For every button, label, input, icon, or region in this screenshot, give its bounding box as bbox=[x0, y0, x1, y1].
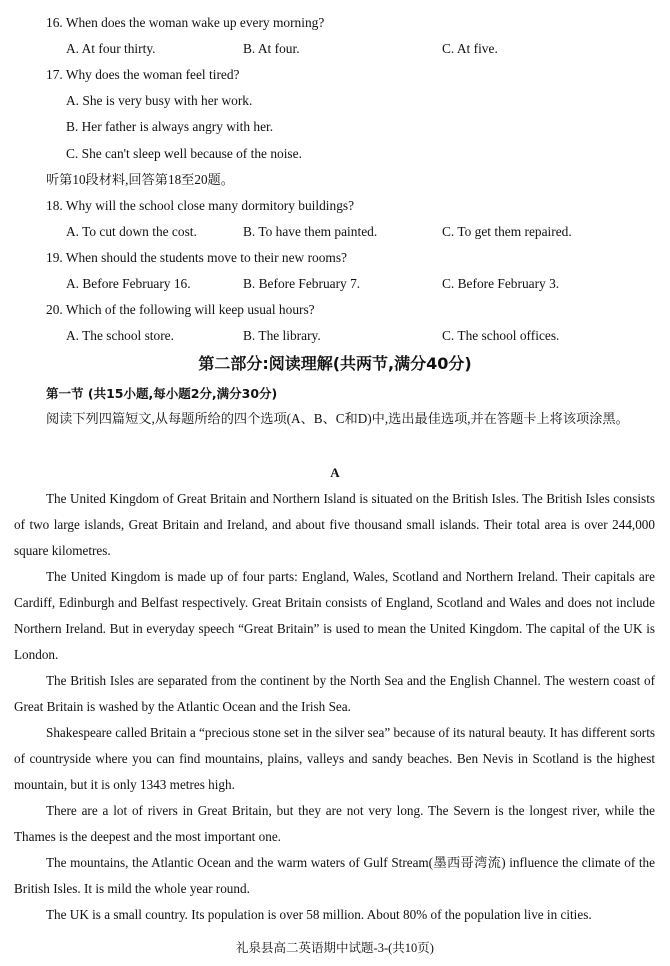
question-16-option-b: B. At four. bbox=[243, 41, 300, 56]
passage-paragraph: The mountains, the Atlantic Ocean and the warm waters of Gulf Stream(墨西哥湾流) influence the climate of the British Isles. It is mild the whole year round. bbox=[14, 855, 655, 896]
question-20-option-a: A. The school store. bbox=[66, 328, 174, 343]
page-footer: 礼泉县高二英语期中试题-3-(共10页) bbox=[236, 941, 434, 955]
question-18-option-c: C. To get them repaired. bbox=[442, 224, 572, 239]
passage-letter: A bbox=[330, 465, 340, 480]
listening-instruction: 听第10段材料,回答第18至20题。 bbox=[46, 172, 234, 187]
passage-paragraph: Shakespeare called Britain a “precious stone set in the silver sea” because of its natural beauty. It has different sorts of countryside where you can find mountains, plains, valleys and sandy beaches. Ben Nevis in Scotland is the highest mountain, but it is only 1343 metres high. bbox=[14, 725, 655, 792]
question-18-option-b: B. To have them painted. bbox=[243, 224, 378, 239]
reading-instructions: 阅读下列四篇短文,从每题所给的四个选项(A、B、C和D)中,选出最佳选项,并在答题卡上将该项涂黑。 bbox=[46, 411, 629, 426]
question-17-option-c: C. She can't sleep well because of the noise. bbox=[66, 146, 302, 161]
passage-paragraph: The British Isles are separated from the continent by the North Sea and the English Channel. The western coast of Great Britain is washed by the Atlantic Ocean and the Irish Sea. bbox=[14, 673, 655, 714]
question-19-option-b: B. Before February 7. bbox=[243, 276, 361, 291]
question-19-option-c: C. Before February 3. bbox=[442, 276, 560, 291]
question-19-option-a: A. Before February 16. bbox=[66, 276, 191, 291]
passage-paragraph: The United Kingdom of Great Britain and Northern Island is situated on the British Isles. The British Isles consists of two large islands, Great Britain and Ireland, and about five thousand small islands. Their total area is over 244,000 square kilometres. bbox=[14, 491, 655, 558]
question-17-option-a: A. She is very busy with her work. bbox=[66, 93, 253, 108]
question-17-stem: 17. Why does the woman feel tired? bbox=[46, 67, 240, 82]
passage-paragraph: There are a lot of rivers in Great Britain, but they are not very long. The Severn is the longest river, while the Thames is the deepest and the most important one. bbox=[14, 803, 655, 844]
question-19-stem: 19. When should the students move to their new rooms? bbox=[46, 250, 347, 265]
question-16-stem: 16. When does the woman wake up every morning? bbox=[46, 15, 325, 30]
question-18-option-a: A. To cut down the cost. bbox=[66, 224, 197, 239]
question-17-option-b: B. Her father is always angry with her. bbox=[66, 119, 274, 134]
question-16-option-a: A. At four thirty. bbox=[66, 41, 156, 56]
passage-paragraph: The United Kingdom is made up of four parts: England, Wales, Scotland and Northern Ireland. Their capitals are Cardiff, Edinburgh and Belfast respectively. Great Britain consists of England, Scotland and Wales and does not include Northern Ireland. But in everyday speech “Great Britain” is used to mean the United Kingdom. The capital of the UK is London. bbox=[14, 569, 655, 662]
question-18-stem: 18. Why will the school close many dormitory buildings? bbox=[46, 198, 355, 213]
question-20-stem: 20. Which of the following will keep usual hours? bbox=[46, 302, 315, 317]
question-16-option-c: C. At five. bbox=[442, 41, 498, 56]
question-20-option-c: C. The school offices. bbox=[442, 328, 560, 343]
passage-paragraph: The UK is a small country. Its population is over 58 million. About 80% of the population live in cities. bbox=[46, 907, 592, 922]
part2-heading: 第二部分:阅读理解(共两节,满分40分) bbox=[198, 354, 472, 373]
question-20-option-b: B. The library. bbox=[243, 328, 321, 343]
section1-title: 第一节 (共15小题,每小题2分,满分30分) bbox=[46, 386, 278, 401]
